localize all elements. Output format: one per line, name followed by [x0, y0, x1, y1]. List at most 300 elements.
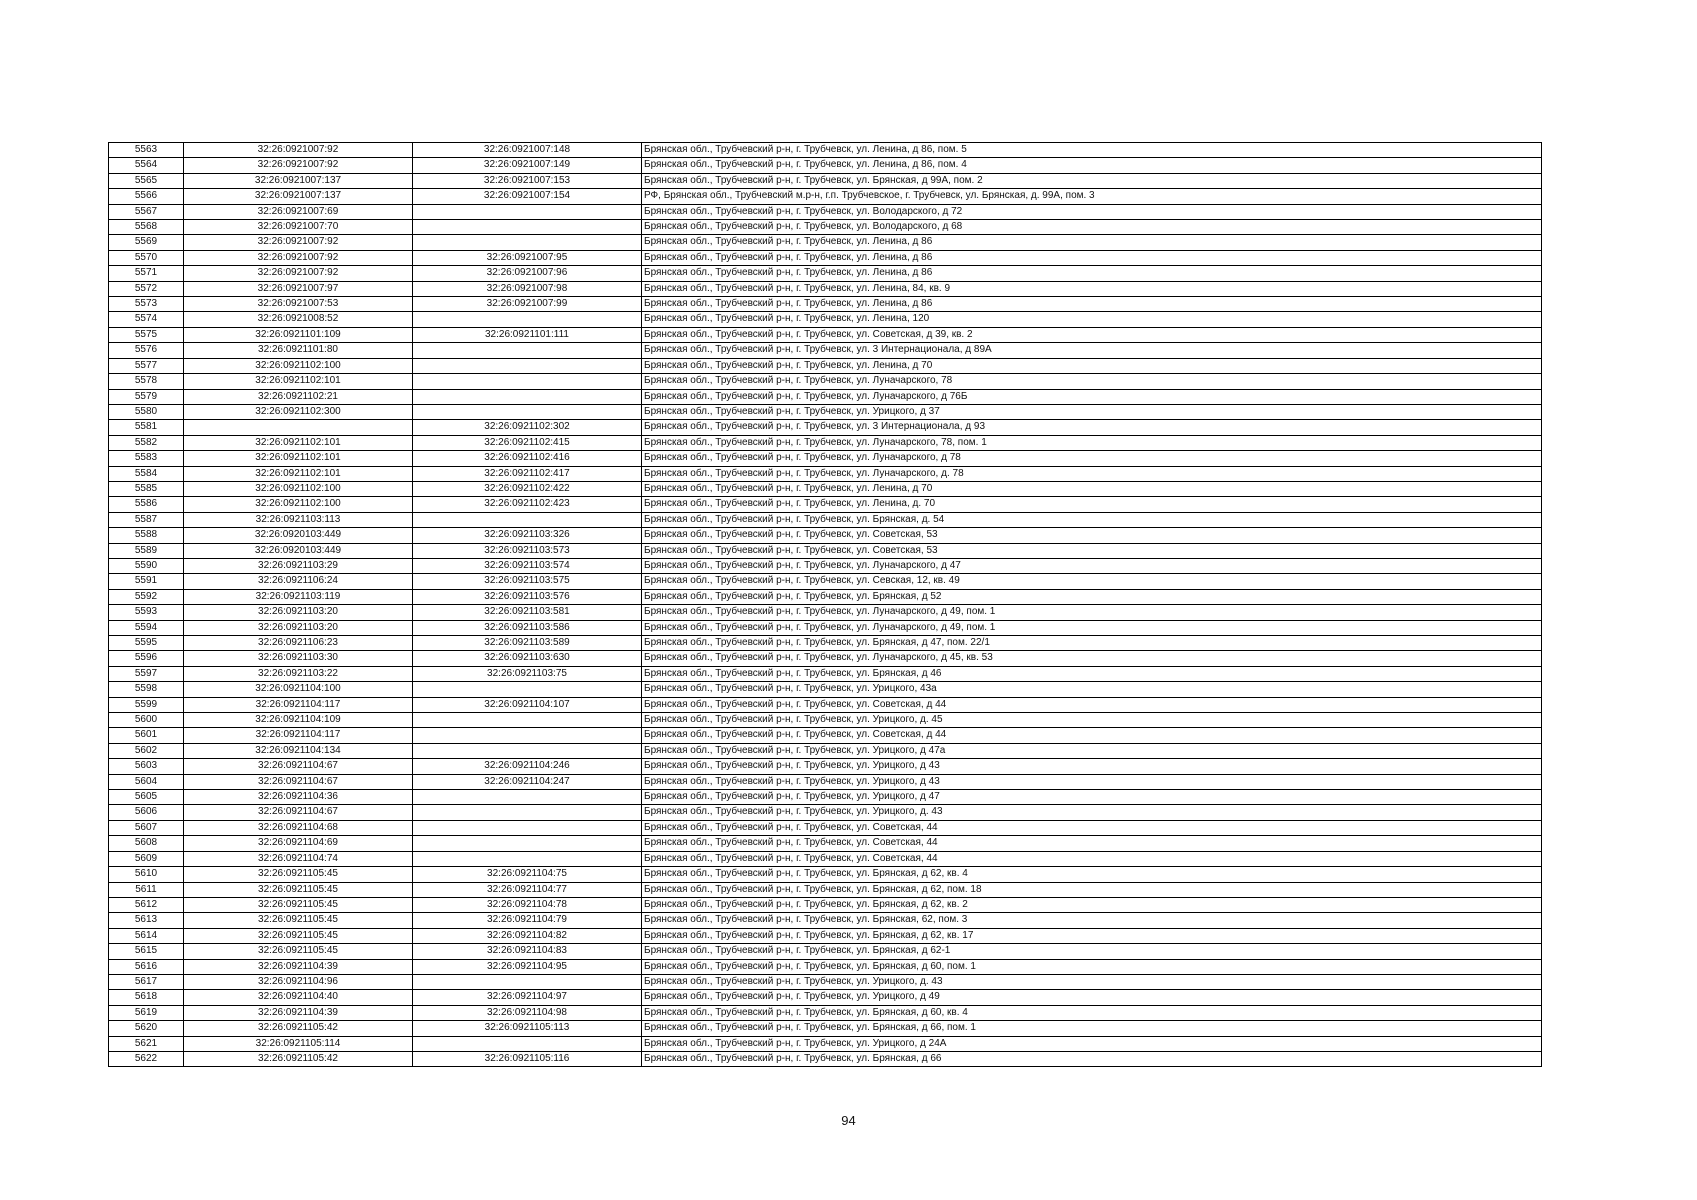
address-cell: Брянская обл., Трубчевский р-н, г. Трубчевск, ул. Брянская, д 66 [642, 1051, 1542, 1066]
table-row [109, 543, 1542, 558]
parcel-cadastral-cell: 32:26:0921105:45 [184, 913, 413, 928]
row-number-cell: 5570 [109, 250, 184, 265]
object-cadastral-cell: 32:26:0921007:95 [413, 250, 642, 265]
address-cell: Брянская обл., Трубчевский р-н, г. Трубчевск, ул. Брянская, д 52 [642, 589, 1542, 604]
table-row [109, 743, 1542, 758]
table-row [109, 774, 1542, 789]
parcel-cadastral-cell: 32:26:0921104:67 [184, 759, 413, 774]
property-table [108, 142, 1542, 1067]
object-cadastral-cell [413, 820, 642, 835]
table-row [109, 173, 1542, 188]
object-cadastral-cell [413, 374, 642, 389]
parcel-cadastral-cell: 32:26:0921103:29 [184, 558, 413, 573]
row-number-cell: 5591 [109, 574, 184, 589]
row-number-cell: 5593 [109, 605, 184, 620]
object-cadastral-cell: 32:26:0921104:77 [413, 882, 642, 897]
table-row [109, 790, 1542, 805]
address-cell: Брянская обл., Трубчевский р-н, г. Трубчевск, ул. Ленина, д 70 [642, 358, 1542, 373]
object-cadastral-cell: 32:26:0921103:575 [413, 574, 642, 589]
object-cadastral-cell: 32:26:0921104:246 [413, 759, 642, 774]
table-row [109, 851, 1542, 866]
address-cell: Брянская обл., Трубчевский р-н, г. Трубчевск, ул. Луначарского, 78 [642, 374, 1542, 389]
object-cadastral-cell [413, 512, 642, 527]
address-cell: Брянская обл., Трубчевский р-н, г. Трубчевск, ул. Советская, 44 [642, 836, 1542, 851]
row-number-cell: 5571 [109, 266, 184, 281]
address-cell: Брянская обл., Трубчевский р-н, г. Трубчевск, ул. Советская, д 44 [642, 697, 1542, 712]
table-row [109, 651, 1542, 666]
row-number-cell: 5587 [109, 512, 184, 527]
row-number-cell: 5583 [109, 451, 184, 466]
row-number-cell: 5600 [109, 713, 184, 728]
row-number-cell: 5582 [109, 435, 184, 450]
row-number-cell: 5564 [109, 158, 184, 173]
address-cell: Брянская обл., Трубчевский р-н, г. Трубчевск, ул. Советская, 44 [642, 820, 1542, 835]
object-cadastral-cell: 32:26:0921103:586 [413, 620, 642, 635]
row-number-cell: 5581 [109, 420, 184, 435]
parcel-cadastral-cell: 32:26:0921102:101 [184, 466, 413, 481]
parcel-cadastral-cell: 32:26:0921104:67 [184, 774, 413, 789]
object-cadastral-cell: 32:26:0921104:97 [413, 990, 642, 1005]
address-cell: Брянская обл., Трубчевский р-н, г. Трубчевск, ул. Урицкого, д 24А [642, 1036, 1542, 1051]
table-row [109, 1005, 1542, 1020]
object-cadastral-cell: 32:26:0921103:75 [413, 666, 642, 681]
parcel-cadastral-cell: 32:26:0921007:92 [184, 250, 413, 265]
table-row [109, 805, 1542, 820]
row-number-cell: 5614 [109, 928, 184, 943]
parcel-cadastral-cell: 32:26:0921007:97 [184, 281, 413, 296]
object-cadastral-cell: 32:26:0921103:581 [413, 605, 642, 620]
object-cadastral-cell [413, 713, 642, 728]
object-cadastral-cell: 32:26:0921104:95 [413, 959, 642, 974]
table-row [109, 451, 1542, 466]
object-cadastral-cell: 32:26:0921102:422 [413, 481, 642, 496]
address-cell: Брянская обл., Трубчевский р-н, г. Трубчевск, ул. Советская, 53 [642, 528, 1542, 543]
table-row [109, 220, 1542, 235]
address-cell: Брянская обл., Трубчевский р-н, г. Трубчевск, ул. Брянская, д 47, пом. 22/1 [642, 636, 1542, 651]
object-cadastral-cell: 32:26:0921102:417 [413, 466, 642, 481]
row-number-cell: 5609 [109, 851, 184, 866]
object-cadastral-cell [413, 358, 642, 373]
parcel-cadastral-cell: 32:26:0921104:39 [184, 1005, 413, 1020]
table-row [109, 1021, 1542, 1036]
row-number-cell: 5622 [109, 1051, 184, 1066]
row-number-cell: 5572 [109, 281, 184, 296]
parcel-cadastral-cell: 32:26:0921105:42 [184, 1051, 413, 1066]
parcel-cadastral-cell: 32:26:0921103:20 [184, 605, 413, 620]
table-row [109, 558, 1542, 573]
object-cadastral-cell: 32:26:0921104:78 [413, 897, 642, 912]
address-cell: Брянская обл., Трубчевский р-н, г. Трубчевск, ул. Брянская, д 99А, пом. 2 [642, 173, 1542, 188]
address-cell: Брянская обл., Трубчевский р-н, г. Трубчевск, ул. Брянская, д 60, кв. 4 [642, 1005, 1542, 1020]
table-row [109, 512, 1542, 527]
parcel-cadastral-cell: 32:26:0921102:101 [184, 451, 413, 466]
object-cadastral-cell: 32:26:0921102:416 [413, 451, 642, 466]
table-row [109, 404, 1542, 419]
row-number-cell: 5590 [109, 558, 184, 573]
address-cell: Брянская обл., Трубчевский р-н, г. Трубчевск, ул. 3 Интернационала, д 93 [642, 420, 1542, 435]
row-number-cell: 5599 [109, 697, 184, 712]
address-cell: Брянская обл., Трубчевский р-н, г. Трубчевск, ул. Брянская, д. 54 [642, 512, 1542, 527]
table-row [109, 266, 1542, 281]
row-number-cell: 5619 [109, 1005, 184, 1020]
row-number-cell: 5565 [109, 173, 184, 188]
object-cadastral-cell: 32:26:0921104:82 [413, 928, 642, 943]
row-number-cell: 5576 [109, 343, 184, 358]
object-cadastral-cell [413, 235, 642, 250]
table-row [109, 897, 1542, 912]
table-row [109, 697, 1542, 712]
address-cell: Брянская обл., Трубчевский р-н, г. Трубчевск, ул. Урицкого, д 49 [642, 990, 1542, 1005]
object-cadastral-cell: 32:26:0921007:98 [413, 281, 642, 296]
address-cell: Брянская обл., Трубчевский р-н, г. Трубчевск, ул. Ленина, д 86, пом. 5 [642, 143, 1542, 158]
table-row [109, 497, 1542, 512]
table-row [109, 959, 1542, 974]
object-cadastral-cell: 32:26:0921103:326 [413, 528, 642, 543]
object-cadastral-cell: 32:26:0921007:99 [413, 297, 642, 312]
object-cadastral-cell [413, 682, 642, 697]
property-table-body [109, 143, 1542, 1067]
address-cell: Брянская обл., Трубчевский р-н, г. Трубчевск, ул. Ленина, д. 70 [642, 497, 1542, 512]
table-row [109, 389, 1542, 404]
parcel-cadastral-cell: 32:26:0921104:100 [184, 682, 413, 697]
address-cell: Брянская обл., Трубчевский р-н, г. Трубчевск, ул. Урицкого, д. 43 [642, 974, 1542, 989]
row-number-cell: 5569 [109, 235, 184, 250]
table-row [109, 820, 1542, 835]
page-number: 94 [841, 1113, 856, 1128]
address-cell: Брянская обл., Трубчевский р-н, г. Трубчевск, ул. Брянская, д 60, пом. 1 [642, 959, 1542, 974]
table-row [109, 1036, 1542, 1051]
parcel-cadastral-cell: 32:26:0921007:137 [184, 173, 413, 188]
address-cell: Брянская обл., Трубчевский р-н, г. Трубчевск, ул. Ленина, д 86 [642, 235, 1542, 250]
parcel-cadastral-cell: 32:26:0921101:109 [184, 327, 413, 342]
address-cell: Брянская обл., Трубчевский р-н, г. Трубчевск, ул. Брянская, д 62, кв. 2 [642, 897, 1542, 912]
object-cadastral-cell: 32:26:0921101:111 [413, 327, 642, 342]
address-cell: Брянская обл., Трубчевский р-н, г. Трубчевск, ул. Луначарского, д 45, кв. 53 [642, 651, 1542, 666]
object-cadastral-cell: 32:26:0921007:148 [413, 143, 642, 158]
parcel-cadastral-cell: 32:26:0921104:109 [184, 713, 413, 728]
row-number-cell: 5620 [109, 1021, 184, 1036]
table-row [109, 204, 1542, 219]
object-cadastral-cell: 32:26:0921102:423 [413, 497, 642, 512]
row-number-cell: 5573 [109, 297, 184, 312]
row-number-cell: 5618 [109, 990, 184, 1005]
table-row [109, 636, 1542, 651]
table-row [109, 713, 1542, 728]
address-cell: Брянская обл., Трубчевский р-н, г. Трубчевск, ул. Урицкого, д 47 [642, 790, 1542, 805]
table-row [109, 358, 1542, 373]
address-cell: Брянская обл., Трубчевский р-н, г. Трубчевск, ул. Ленина, д 86 [642, 297, 1542, 312]
table-row [109, 682, 1542, 697]
table-row [109, 928, 1542, 943]
object-cadastral-cell: 32:26:0921105:113 [413, 1021, 642, 1036]
address-cell: Брянская обл., Трубчевский р-н, г. Трубчевск, ул. Ленина, 120 [642, 312, 1542, 327]
object-cadastral-cell [413, 805, 642, 820]
parcel-cadastral-cell: 32:26:0921103:30 [184, 651, 413, 666]
object-cadastral-cell: 32:26:0921007:153 [413, 173, 642, 188]
address-cell: Брянская обл., Трубчевский р-н, г. Трубчевск, ул. Ленина, 84, кв. 9 [642, 281, 1542, 296]
parcel-cadastral-cell: 32:26:0921104:134 [184, 743, 413, 758]
parcel-cadastral-cell: 32:26:0921104:40 [184, 990, 413, 1005]
table-row [109, 867, 1542, 882]
row-number-cell: 5612 [109, 897, 184, 912]
address-cell: Брянская обл., Трубчевский р-н, г. Трубчевск, ул. 3 Интернационала, д 89А [642, 343, 1542, 358]
address-cell: Брянская обл., Трубчевский р-н, г. Трубчевск, ул. Ленина, д 86 [642, 250, 1542, 265]
parcel-cadastral-cell: 32:26:0921103:113 [184, 512, 413, 527]
parcel-cadastral-cell: 32:26:0921106:24 [184, 574, 413, 589]
address-cell: Брянская обл., Трубчевский р-н, г. Трубчевск, ул. Урицкого, д. 45 [642, 713, 1542, 728]
table-row [109, 882, 1542, 897]
row-number-cell: 5580 [109, 404, 184, 419]
parcel-cadastral-cell: 32:26:0921104:96 [184, 974, 413, 989]
object-cadastral-cell [413, 312, 642, 327]
row-number-cell: 5603 [109, 759, 184, 774]
object-cadastral-cell [413, 1036, 642, 1051]
table-row [109, 528, 1542, 543]
parcel-cadastral-cell: 32:26:0920103:449 [184, 543, 413, 558]
object-cadastral-cell: 32:26:0921103:574 [413, 558, 642, 573]
address-cell: Брянская обл., Трубчевский р-н, г. Трубчевск, ул. Советская, д 44 [642, 728, 1542, 743]
row-number-cell: 5601 [109, 728, 184, 743]
address-cell: Брянская обл., Трубчевский р-н, г. Трубчевск, ул. Урицкого, д 37 [642, 404, 1542, 419]
table-row [109, 759, 1542, 774]
address-cell: РФ, Брянская обл., Трубчевский м.р-н, г.п. Трубчевское, г. Трубчевск, ул. Брянская, д. 99А, пом. 3 [642, 189, 1542, 204]
parcel-cadastral-cell: 32:26:0921104:67 [184, 805, 413, 820]
object-cadastral-cell [413, 743, 642, 758]
row-number-cell: 5589 [109, 543, 184, 558]
table-row [109, 620, 1542, 635]
object-cadastral-cell [413, 974, 642, 989]
table-row [109, 990, 1542, 1005]
parcel-cadastral-cell: 32:26:0921106:23 [184, 636, 413, 651]
row-number-cell: 5566 [109, 189, 184, 204]
object-cadastral-cell [413, 790, 642, 805]
row-number-cell: 5594 [109, 620, 184, 635]
parcel-cadastral-cell: 32:26:0921104:36 [184, 790, 413, 805]
row-number-cell: 5592 [109, 589, 184, 604]
address-cell: Брянская обл., Трубчевский р-н, г. Трубчевск, ул. Урицкого, 43а [642, 682, 1542, 697]
parcel-cadastral-cell: 32:26:0921103:119 [184, 589, 413, 604]
object-cadastral-cell: 32:26:0921007:149 [413, 158, 642, 173]
parcel-cadastral-cell [184, 420, 413, 435]
table-row [109, 974, 1542, 989]
table-row [109, 189, 1542, 204]
parcel-cadastral-cell: 32:26:0921007:92 [184, 266, 413, 281]
object-cadastral-cell [413, 220, 642, 235]
address-cell: Брянская обл., Трубчевский р-н, г. Трубчевск, ул. Урицкого, д 43 [642, 774, 1542, 789]
row-number-cell: 5584 [109, 466, 184, 481]
address-cell: Брянская обл., Трубчевский р-н, г. Трубчевск, ул. Луначарского, д 49, пом. 1 [642, 620, 1542, 635]
address-cell: Брянская обл., Трубчевский р-н, г. Трубчевск, ул. Ленина, д 86 [642, 266, 1542, 281]
parcel-cadastral-cell: 32:26:0920103:449 [184, 528, 413, 543]
row-number-cell: 5615 [109, 944, 184, 959]
parcel-cadastral-cell: 32:26:0921007:92 [184, 158, 413, 173]
parcel-cadastral-cell: 32:26:0921007:137 [184, 189, 413, 204]
parcel-cadastral-cell: 32:26:0921102:100 [184, 358, 413, 373]
row-number-cell: 5607 [109, 820, 184, 835]
object-cadastral-cell: 32:26:0921102:302 [413, 420, 642, 435]
parcel-cadastral-cell: 32:26:0921104:68 [184, 820, 413, 835]
row-number-cell: 5588 [109, 528, 184, 543]
row-number-cell: 5617 [109, 974, 184, 989]
table-row [109, 574, 1542, 589]
object-cadastral-cell: 32:26:0921103:589 [413, 636, 642, 651]
object-cadastral-cell: 32:26:0921104:98 [413, 1005, 642, 1020]
object-cadastral-cell: 32:26:0921104:107 [413, 697, 642, 712]
object-cadastral-cell [413, 836, 642, 851]
parcel-cadastral-cell: 32:26:0921101:80 [184, 343, 413, 358]
row-number-cell: 5595 [109, 636, 184, 651]
table-row [109, 728, 1542, 743]
table-row [109, 913, 1542, 928]
row-number-cell: 5563 [109, 143, 184, 158]
parcel-cadastral-cell: 32:26:0921104:69 [184, 836, 413, 851]
object-cadastral-cell: 32:26:0921104:247 [413, 774, 642, 789]
parcel-cadastral-cell: 32:26:0921105:45 [184, 897, 413, 912]
row-number-cell: 5605 [109, 790, 184, 805]
object-cadastral-cell: 32:26:0921104:79 [413, 913, 642, 928]
row-number-cell: 5611 [109, 882, 184, 897]
row-number-cell: 5606 [109, 805, 184, 820]
object-cadastral-cell: 32:26:0921104:75 [413, 867, 642, 882]
row-number-cell: 5610 [109, 867, 184, 882]
parcel-cadastral-cell: 32:26:0921007:53 [184, 297, 413, 312]
table-row [109, 143, 1542, 158]
row-number-cell: 5577 [109, 358, 184, 373]
object-cadastral-cell: 32:26:0921102:415 [413, 435, 642, 450]
row-number-cell: 5621 [109, 1036, 184, 1051]
row-number-cell: 5602 [109, 743, 184, 758]
parcel-cadastral-cell: 32:26:0921102:100 [184, 497, 413, 512]
parcel-cadastral-cell: 32:26:0921103:22 [184, 666, 413, 681]
parcel-cadastral-cell: 32:26:0921104:117 [184, 728, 413, 743]
row-number-cell: 5596 [109, 651, 184, 666]
row-number-cell: 5578 [109, 374, 184, 389]
address-cell: Брянская обл., Трубчевский р-н, г. Трубчевск, ул. Володарского, д 68 [642, 220, 1542, 235]
address-cell: Брянская обл., Трубчевский р-н, г. Трубчевск, ул. Володарского, д 72 [642, 204, 1542, 219]
table-row [109, 281, 1542, 296]
table-row [109, 1051, 1542, 1066]
address-cell: Брянская обл., Трубчевский р-н, г. Трубчевск, ул. Советская, 44 [642, 851, 1542, 866]
parcel-cadastral-cell: 32:26:0921105:45 [184, 928, 413, 943]
address-cell: Брянская обл., Трубчевский р-н, г. Трубчевск, ул. Брянская, 62, пом. 3 [642, 913, 1542, 928]
address-cell: Брянская обл., Трубчевский р-н, г. Трубчевск, ул. Луначарского, 78, пом. 1 [642, 435, 1542, 450]
object-cadastral-cell: 32:26:0921103:576 [413, 589, 642, 604]
row-number-cell: 5608 [109, 836, 184, 851]
table-row [109, 327, 1542, 342]
parcel-cadastral-cell: 32:26:0921104:39 [184, 959, 413, 974]
row-number-cell: 5567 [109, 204, 184, 219]
parcel-cadastral-cell: 32:26:0921104:74 [184, 851, 413, 866]
parcel-cadastral-cell: 32:26:0921105:42 [184, 1021, 413, 1036]
address-cell: Брянская обл., Трубчевский р-н, г. Трубчевск, ул. Брянская, д 62, пом. 18 [642, 882, 1542, 897]
object-cadastral-cell [413, 404, 642, 419]
parcel-cadastral-cell: 32:26:0921102:21 [184, 389, 413, 404]
address-cell: Брянская обл., Трубчевский р-н, г. Трубчевск, ул. Брянская, д 46 [642, 666, 1542, 681]
row-number-cell: 5575 [109, 327, 184, 342]
address-cell: Брянская обл., Трубчевский р-н, г. Трубчевск, ул. Урицкого, д. 43 [642, 805, 1542, 820]
table-row [109, 312, 1542, 327]
row-number-cell: 5579 [109, 389, 184, 404]
table-row [109, 250, 1542, 265]
parcel-cadastral-cell: 32:26:0921007:69 [184, 204, 413, 219]
object-cadastral-cell [413, 389, 642, 404]
table-row [109, 836, 1542, 851]
parcel-cadastral-cell: 32:26:0921007:92 [184, 143, 413, 158]
row-number-cell: 5574 [109, 312, 184, 327]
parcel-cadastral-cell: 32:26:0921104:117 [184, 697, 413, 712]
object-cadastral-cell [413, 204, 642, 219]
address-cell: Брянская обл., Трубчевский р-н, г. Трубчевск, ул. Брянская, д 66, пом. 1 [642, 1021, 1542, 1036]
address-cell: Брянская обл., Трубчевский р-н, г. Трубчевск, ул. Луначарского, д 49, пом. 1 [642, 605, 1542, 620]
parcel-cadastral-cell: 32:26:0921007:92 [184, 235, 413, 250]
object-cadastral-cell [413, 851, 642, 866]
row-number-cell: 5585 [109, 481, 184, 496]
object-cadastral-cell: 32:26:0921007:96 [413, 266, 642, 281]
object-cadastral-cell: 32:26:0921105:116 [413, 1051, 642, 1066]
table-row [109, 605, 1542, 620]
object-cadastral-cell: 32:26:0921103:573 [413, 543, 642, 558]
object-cadastral-cell [413, 728, 642, 743]
parcel-cadastral-cell: 32:26:0921105:45 [184, 882, 413, 897]
address-cell: Брянская обл., Трубчевский р-н, г. Трубчевск, ул. Советская, д 39, кв. 2 [642, 327, 1542, 342]
address-cell: Брянская обл., Трубчевский р-н, г. Трубчевск, ул. Брянская, д 62, кв. 17 [642, 928, 1542, 943]
address-cell: Брянская обл., Трубчевский р-н, г. Трубчевск, ул. Брянская, д 62-1 [642, 944, 1542, 959]
object-cadastral-cell: 32:26:0921103:630 [413, 651, 642, 666]
parcel-cadastral-cell: 32:26:0921102:101 [184, 374, 413, 389]
address-cell: Брянская обл., Трубчевский р-н, г. Трубчевск, ул. Луначарского, д 47 [642, 558, 1542, 573]
parcel-cadastral-cell: 32:26:0921102:101 [184, 435, 413, 450]
row-number-cell: 5613 [109, 913, 184, 928]
row-number-cell: 5616 [109, 959, 184, 974]
table-row [109, 297, 1542, 312]
table-row [109, 343, 1542, 358]
table-row [109, 420, 1542, 435]
object-cadastral-cell [413, 343, 642, 358]
address-cell: Брянская обл., Трубчевский р-н, г. Трубчевск, ул. Ленина, д 70 [642, 481, 1542, 496]
table-row [109, 944, 1542, 959]
parcel-cadastral-cell: 32:26:0921008:52 [184, 312, 413, 327]
address-cell: Брянская обл., Трубчевский р-н, г. Трубчевск, ул. Советская, 53 [642, 543, 1542, 558]
address-cell: Брянская обл., Трубчевский р-н, г. Трубчевск, ул. Урицкого, д 47а [642, 743, 1542, 758]
address-cell: Брянская обл., Трубчевский р-н, г. Трубчевск, ул. Ленина, д 86, пом. 4 [642, 158, 1542, 173]
object-cadastral-cell: 32:26:0921104:83 [413, 944, 642, 959]
address-cell: Брянская обл., Трубчевский р-н, г. Трубчевск, ул. Луначарского, д 76Б [642, 389, 1542, 404]
parcel-cadastral-cell: 32:26:0921103:20 [184, 620, 413, 635]
table-row [109, 666, 1542, 681]
parcel-cadastral-cell: 32:26:0921102:100 [184, 481, 413, 496]
row-number-cell: 5598 [109, 682, 184, 697]
address-cell: Брянская обл., Трубчевский р-н, г. Трубчевск, ул. Луначарского, д 78 [642, 451, 1542, 466]
parcel-cadastral-cell: 32:26:0921102:300 [184, 404, 413, 419]
parcel-cadastral-cell: 32:26:0921007:70 [184, 220, 413, 235]
table-row [109, 589, 1542, 604]
row-number-cell: 5586 [109, 497, 184, 512]
parcel-cadastral-cell: 32:26:0921105:45 [184, 867, 413, 882]
address-cell: Брянская обл., Трубчевский р-н, г. Трубчевск, ул. Севская, 12, кв. 49 [642, 574, 1542, 589]
table-row [109, 466, 1542, 481]
parcel-cadastral-cell: 32:26:0921105:45 [184, 944, 413, 959]
row-number-cell: 5568 [109, 220, 184, 235]
parcel-cadastral-cell: 32:26:0921105:114 [184, 1036, 413, 1051]
object-cadastral-cell: 32:26:0921007:154 [413, 189, 642, 204]
row-number-cell: 5604 [109, 774, 184, 789]
address-cell: Брянская обл., Трубчевский р-н, г. Трубчевск, ул. Урицкого, д 43 [642, 759, 1542, 774]
address-cell: Брянская обл., Трубчевский р-н, г. Трубчевск, ул. Луначарского, д. 78 [642, 466, 1542, 481]
row-number-cell: 5597 [109, 666, 184, 681]
table-row [109, 435, 1542, 450]
address-cell: Брянская обл., Трубчевский р-н, г. Трубчевск, ул. Брянская, д 62, кв. 4 [642, 867, 1542, 882]
table-row [109, 158, 1542, 173]
